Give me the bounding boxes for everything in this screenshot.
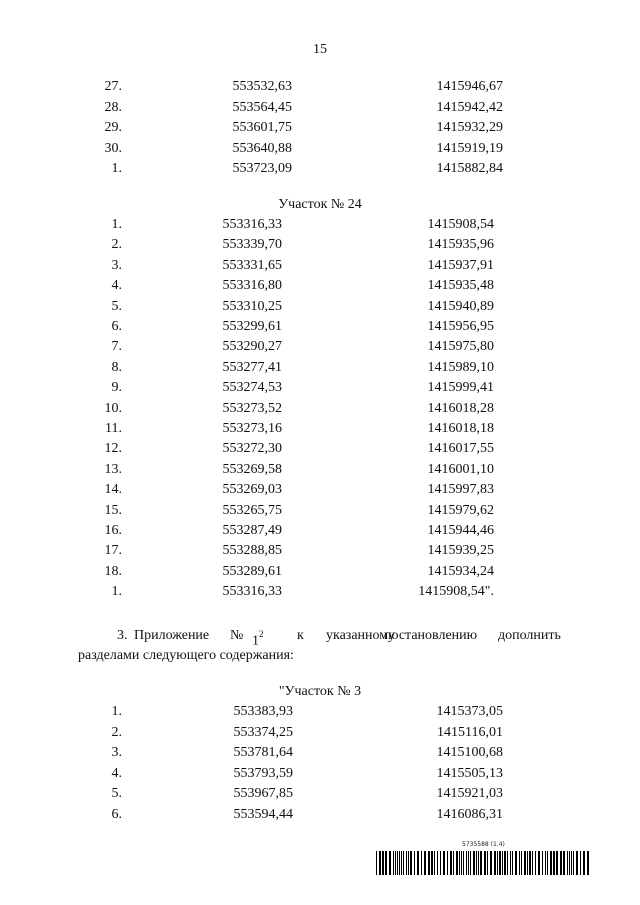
barcode-bar [532, 851, 533, 875]
barcode-bar [480, 851, 482, 875]
row-number: 6. [111, 806, 122, 822]
barcode-bar [406, 851, 407, 875]
barcode-bar [389, 851, 391, 875]
barcode-bar [443, 851, 445, 875]
coordinate-x: 553331,65 [222, 257, 282, 273]
barcode-image [376, 851, 589, 875]
page-number: 15 [313, 42, 327, 57]
coordinate-x: 553316,80 [222, 278, 282, 294]
coordinate-x: 553532,63 [232, 79, 292, 94]
barcode-bar [553, 851, 555, 875]
coordinate-y: 1415373,05 [436, 704, 503, 719]
coordinate-x: 553374,25 [233, 724, 293, 740]
coordinate-x: 553316,33 [222, 584, 282, 600]
barcode-bar [440, 851, 441, 875]
paragraph-word: № [230, 628, 244, 643]
barcode-bar [461, 851, 462, 875]
row-number: 8. [111, 359, 122, 375]
coordinate-y: 1415100,68 [436, 745, 503, 760]
barcode-bar [542, 851, 543, 875]
section-24-title: Участок № 24 [278, 197, 362, 212]
barcode-bar [504, 851, 506, 875]
coordinate-y: 1415934,24 [427, 563, 494, 579]
barcode-bar [545, 851, 546, 875]
barcode-bar [453, 851, 454, 875]
coordinate-y: 1415908,54 [427, 217, 494, 232]
row-number: 29. [104, 120, 122, 135]
barcode-bar [497, 851, 498, 875]
barcode-bar [463, 851, 464, 875]
barcode-bar [478, 851, 479, 875]
barcode-bar [421, 851, 422, 875]
coordinate-x: 553793,59 [233, 765, 293, 781]
row-number: 7. [111, 339, 122, 355]
coordinate-y: 1415937,91 [427, 257, 494, 273]
barcode-bar [434, 851, 435, 875]
barcode-bar [431, 851, 433, 875]
barcode-bar [567, 851, 568, 875]
coordinate-y: 1415956,95 [427, 319, 494, 334]
barcode-bar [494, 851, 496, 875]
barcode-bar [571, 851, 572, 875]
paragraph-line-2: разделами следующего содержания: [78, 648, 294, 663]
paragraph-word: дополнить [498, 628, 561, 643]
row-number: 11. [105, 421, 122, 436]
barcode-bar [408, 851, 409, 875]
row-number: 5. [111, 786, 122, 801]
coordinate-y: 1415921,03 [436, 786, 503, 801]
coordinate-y: 1416017,55 [427, 441, 494, 457]
row-number: 17. [104, 543, 122, 559]
barcode-bar [379, 851, 381, 875]
coordinate-x: 553723,09 [232, 161, 292, 176]
coordinate-x: 553277,41 [222, 359, 282, 375]
row-number: 12. [104, 441, 122, 457]
barcode-bar [403, 851, 404, 875]
row-number: 27. [104, 79, 122, 94]
paragraph-word: к [297, 628, 304, 643]
coordinate-x: 553564,45 [232, 99, 292, 115]
coordinate-y: 1415999,41 [427, 380, 494, 396]
barcode-bar [470, 851, 471, 875]
coordinate-x: 553274,53 [222, 380, 282, 396]
coordinate-y: 1416018,18 [427, 421, 494, 436]
barcode-bar [484, 851, 486, 875]
barcode-bar [417, 851, 419, 875]
coordinate-y: 1415882,84 [436, 161, 503, 176]
barcode-bar [450, 851, 452, 875]
coordinate-x: 553287,49 [222, 523, 282, 538]
barcode-bar [424, 851, 426, 875]
coordinate-y: 1415505,13 [436, 765, 503, 781]
barcode-bar [410, 851, 412, 875]
barcode-bar [512, 851, 513, 875]
barcode-bar [414, 851, 415, 875]
paragraph-word: Приложение [134, 628, 210, 643]
coordinate-x: 553316,33 [222, 217, 282, 232]
coordinate-x: 553594,44 [233, 806, 293, 822]
barcode-bar [393, 851, 394, 875]
coordinate-y: 1415989,10 [427, 359, 494, 375]
barcode-bar [468, 851, 469, 875]
barcode-bar [563, 851, 565, 875]
row-number: 18. [104, 563, 122, 579]
row-number: 1. [111, 584, 122, 600]
coordinate-y: 1416001,10 [427, 461, 494, 477]
barcode-bar [466, 851, 467, 875]
coordinate-x: 553288,85 [222, 543, 282, 559]
barcode-bar [476, 851, 477, 875]
barcode-bar [456, 851, 458, 875]
paragraph-word: указанному [326, 628, 396, 643]
row-number: 4. [111, 278, 122, 294]
barcode-label: 5735588 (1.4) [462, 841, 505, 848]
coordinate-x: 553269,03 [222, 482, 282, 498]
barcode-bar [576, 851, 578, 875]
coordinate-y: 1415975,80 [427, 339, 494, 355]
barcode-bar [587, 851, 589, 875]
row-number: 4. [111, 765, 122, 781]
coordinate-y: 1415935,96 [427, 237, 494, 253]
barcode-bar [524, 851, 526, 875]
row-number: 1. [111, 161, 122, 176]
barcode-bar [521, 851, 522, 875]
paragraph-word: $1^2$ [252, 629, 264, 649]
barcode-bar [538, 851, 540, 875]
coordinate-y: 1415944,46 [427, 523, 494, 538]
barcode-bar [376, 851, 377, 875]
coordinate-y: 1416086,31 [436, 806, 503, 822]
barcode-bar [437, 851, 438, 875]
barcode-bar [556, 851, 558, 875]
row-number: 2. [111, 237, 122, 253]
coordinate-x: 553640,88 [232, 140, 292, 156]
barcode-bar [490, 851, 492, 875]
barcode-bar [550, 851, 552, 875]
coordinate-x: 553289,61 [222, 563, 282, 579]
barcode-bar [547, 851, 548, 875]
coordinate-x: 553290,27 [222, 339, 282, 355]
barcode-bar [401, 851, 402, 875]
row-number: 5. [111, 298, 122, 314]
coordinate-x: 553272,30 [222, 441, 282, 457]
barcode-bar [560, 851, 562, 875]
row-number: 1. [111, 704, 122, 719]
barcode-bar [527, 851, 528, 875]
coordinate-y: 1415946,67 [436, 79, 503, 94]
barcode-bar [459, 851, 460, 875]
row-number: 3. [111, 257, 122, 273]
barcode-bar [499, 851, 501, 875]
row-number: 16. [104, 523, 122, 538]
coordinate-y: 1415908,54". [418, 584, 494, 600]
barcode-bar [569, 851, 570, 875]
barcode-bar [447, 851, 448, 875]
coordinate-y: 1415939,25 [427, 543, 494, 559]
coordinate-x: 553299,61 [222, 319, 282, 334]
row-number: 9. [111, 380, 122, 396]
row-number: 28. [104, 99, 122, 115]
coordinate-x: 553265,75 [222, 502, 282, 518]
coordinate-y: 1415979,62 [427, 502, 494, 518]
row-number: 3. [111, 745, 122, 760]
barcode-bar [487, 851, 488, 875]
coordinate-y: 1415932,29 [436, 120, 503, 135]
row-number: 30. [104, 140, 122, 156]
row-number: 13. [104, 461, 122, 477]
coordinate-x: 553601,75 [232, 120, 292, 135]
coordinate-y: 1415942,42 [436, 99, 503, 115]
row-number: 1. [111, 217, 122, 232]
barcode-bar [399, 851, 400, 875]
coordinate-y: 1415919,19 [436, 140, 503, 156]
barcode-bar [515, 851, 517, 875]
row-number: 14. [104, 482, 122, 498]
barcode-bar [397, 851, 398, 875]
barcode-bar [580, 851, 581, 875]
coordinate-y: 1415935,48 [427, 278, 494, 294]
row-number: 6. [111, 319, 122, 334]
barcode-bar [395, 851, 396, 875]
section-3-title: "Участок № 3 [278, 684, 362, 699]
barcode-bar [529, 851, 531, 875]
coordinate-x: 553310,25 [222, 298, 282, 314]
paragraph-number: 3. [117, 628, 128, 643]
barcode-bar [519, 851, 520, 875]
barcode-bar [502, 851, 503, 875]
coordinate-y: 1416018,28 [427, 400, 494, 416]
coordinate-x: 553273,16 [222, 421, 282, 436]
coordinate-x: 553339,70 [222, 237, 282, 253]
coordinate-x: 553781,64 [233, 745, 293, 760]
barcode-bar [535, 851, 536, 875]
barcode-bar [382, 851, 384, 875]
row-number: 15. [104, 502, 122, 518]
coordinate-x: 553967,85 [233, 786, 293, 801]
barcode-bar [583, 851, 585, 875]
coordinate-y: 1415116,01 [437, 724, 503, 740]
coordinate-y: 1415940,89 [427, 298, 494, 314]
barcode-bar [473, 851, 475, 875]
coordinate-x: 553269,58 [222, 461, 282, 477]
barcode-bar [507, 851, 508, 875]
coordinate-x: 553383,93 [233, 704, 293, 719]
barcode-bar [385, 851, 387, 875]
row-number: 10. [104, 400, 122, 416]
barcode-bar [510, 851, 511, 875]
barcode-bar [573, 851, 574, 875]
paragraph-word: постановлению [384, 628, 478, 643]
row-number: 2. [111, 724, 122, 740]
coordinate-y: 1415997,83 [427, 482, 494, 498]
barcode-bar [428, 851, 430, 875]
coordinate-x: 553273,52 [222, 400, 282, 416]
